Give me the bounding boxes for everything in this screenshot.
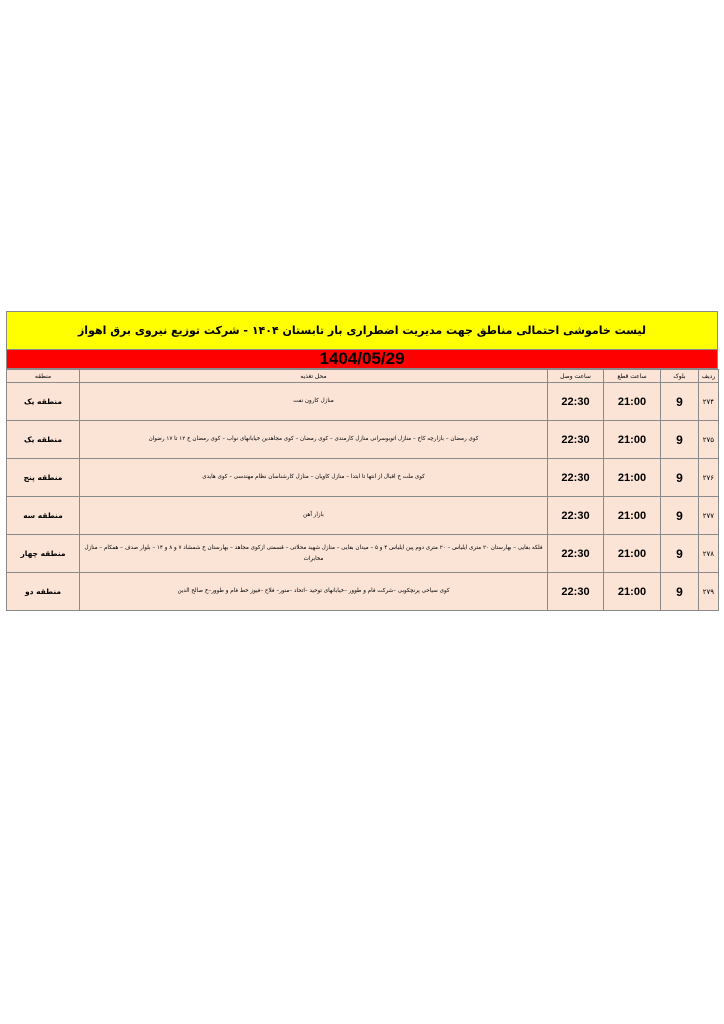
sheet-title: لیست خاموشی احتمالی مناطق جهت مدیریت اضطراری بار تابستان ۱۴۰۴ - شرکت توزیع نیروی برق اهواز [6,311,718,350]
row-place: بازار آهن [80,497,548,535]
row-region: منطقه یک [7,421,80,459]
row-region: منطقه سه [7,497,80,535]
row-number: ۲۷۴ [699,383,719,421]
header-block: بلوک [661,370,699,383]
outage-sheet [6,311,718,611]
row-place: کوی ملت خ اقبال از انتها تا ابتدا – منازل کاویان – منازل کارشناسان نظام مهندسی – کوی هایدی [80,459,548,497]
row-cut-time: 21:00 [604,573,661,611]
table-row [7,459,719,497]
row-block: 9 [661,535,699,573]
header-place: محل تغذیه [80,370,548,383]
row-number: ۲۷۷ [699,497,719,535]
row-cut-time: 21:00 [604,497,661,535]
row-reconnect-time: 22:30 [548,383,604,421]
table-header-row [7,370,719,383]
row-reconnect-time: 22:30 [548,573,604,611]
row-block: 9 [661,459,699,497]
row-place: فلکه بقایی – بهارستان ۲۰ متری ایلیاس – ۲۰ متری دوم پین ایلیاس ۴ و ۵ – میدان بقایی – منازل شهید محلاتی – قسمتی ازکوی مجاهد – بهارستان خ شمشاد ۷ و ۸ و ۱۴ – بلوار صدف – همکام – منازل مخابرات [80,535,548,573]
row-region: منطقه دو [7,573,80,611]
row-number: ۲۷۸ [699,535,719,573]
header-row-number: ردیف [699,370,719,383]
row-number: ۲۷۵ [699,421,719,459]
row-region: منطقه یک [7,383,80,421]
row-cut-time: 21:00 [604,383,661,421]
header-cut-time: ساعت قطع [604,370,661,383]
row-reconnect-time: 22:30 [548,459,604,497]
row-cut-time: 21:00 [604,535,661,573]
row-block: 9 [661,573,699,611]
sheet-date: 1404/05/29 [6,350,718,369]
row-place: منازل کارون نفت [80,383,548,421]
table-row [7,573,719,611]
outage-table [6,369,719,611]
row-region: منطقه پنج [7,459,80,497]
row-reconnect-time: 22:30 [548,421,604,459]
table-row [7,535,719,573]
row-block: 9 [661,383,699,421]
table-row [7,421,719,459]
row-cut-time: 21:00 [604,459,661,497]
table-row [7,383,719,421]
header-region: منطقه [7,370,80,383]
table-row [7,497,719,535]
row-number: ۲۷۹ [699,573,719,611]
row-place: کوی سیاحی پرنچکوبی –شرکت فام و طوور –خیابانهای توحید –اتحاد –منور– فلاح –فیوز خط فام و طوور–خ صالح الدین [80,573,548,611]
row-region: منطقه چهار [7,535,80,573]
row-cut-time: 21:00 [604,421,661,459]
row-number: ۲۷۶ [699,459,719,497]
row-place: کوی رمضان – بازارچه کاخ – منازل اتوبوسرانی منازل کارمندی – کوی رمضان – کوی مجاهدین خیابانهای نواب – کوی رمضان خ ۱۲ تا ۱۷ رضوان [80,421,548,459]
row-block: 9 [661,497,699,535]
row-reconnect-time: 22:30 [548,497,604,535]
header-reconnect-time: ساعت وصل [548,370,604,383]
row-block: 9 [661,421,699,459]
row-reconnect-time: 22:30 [548,535,604,573]
